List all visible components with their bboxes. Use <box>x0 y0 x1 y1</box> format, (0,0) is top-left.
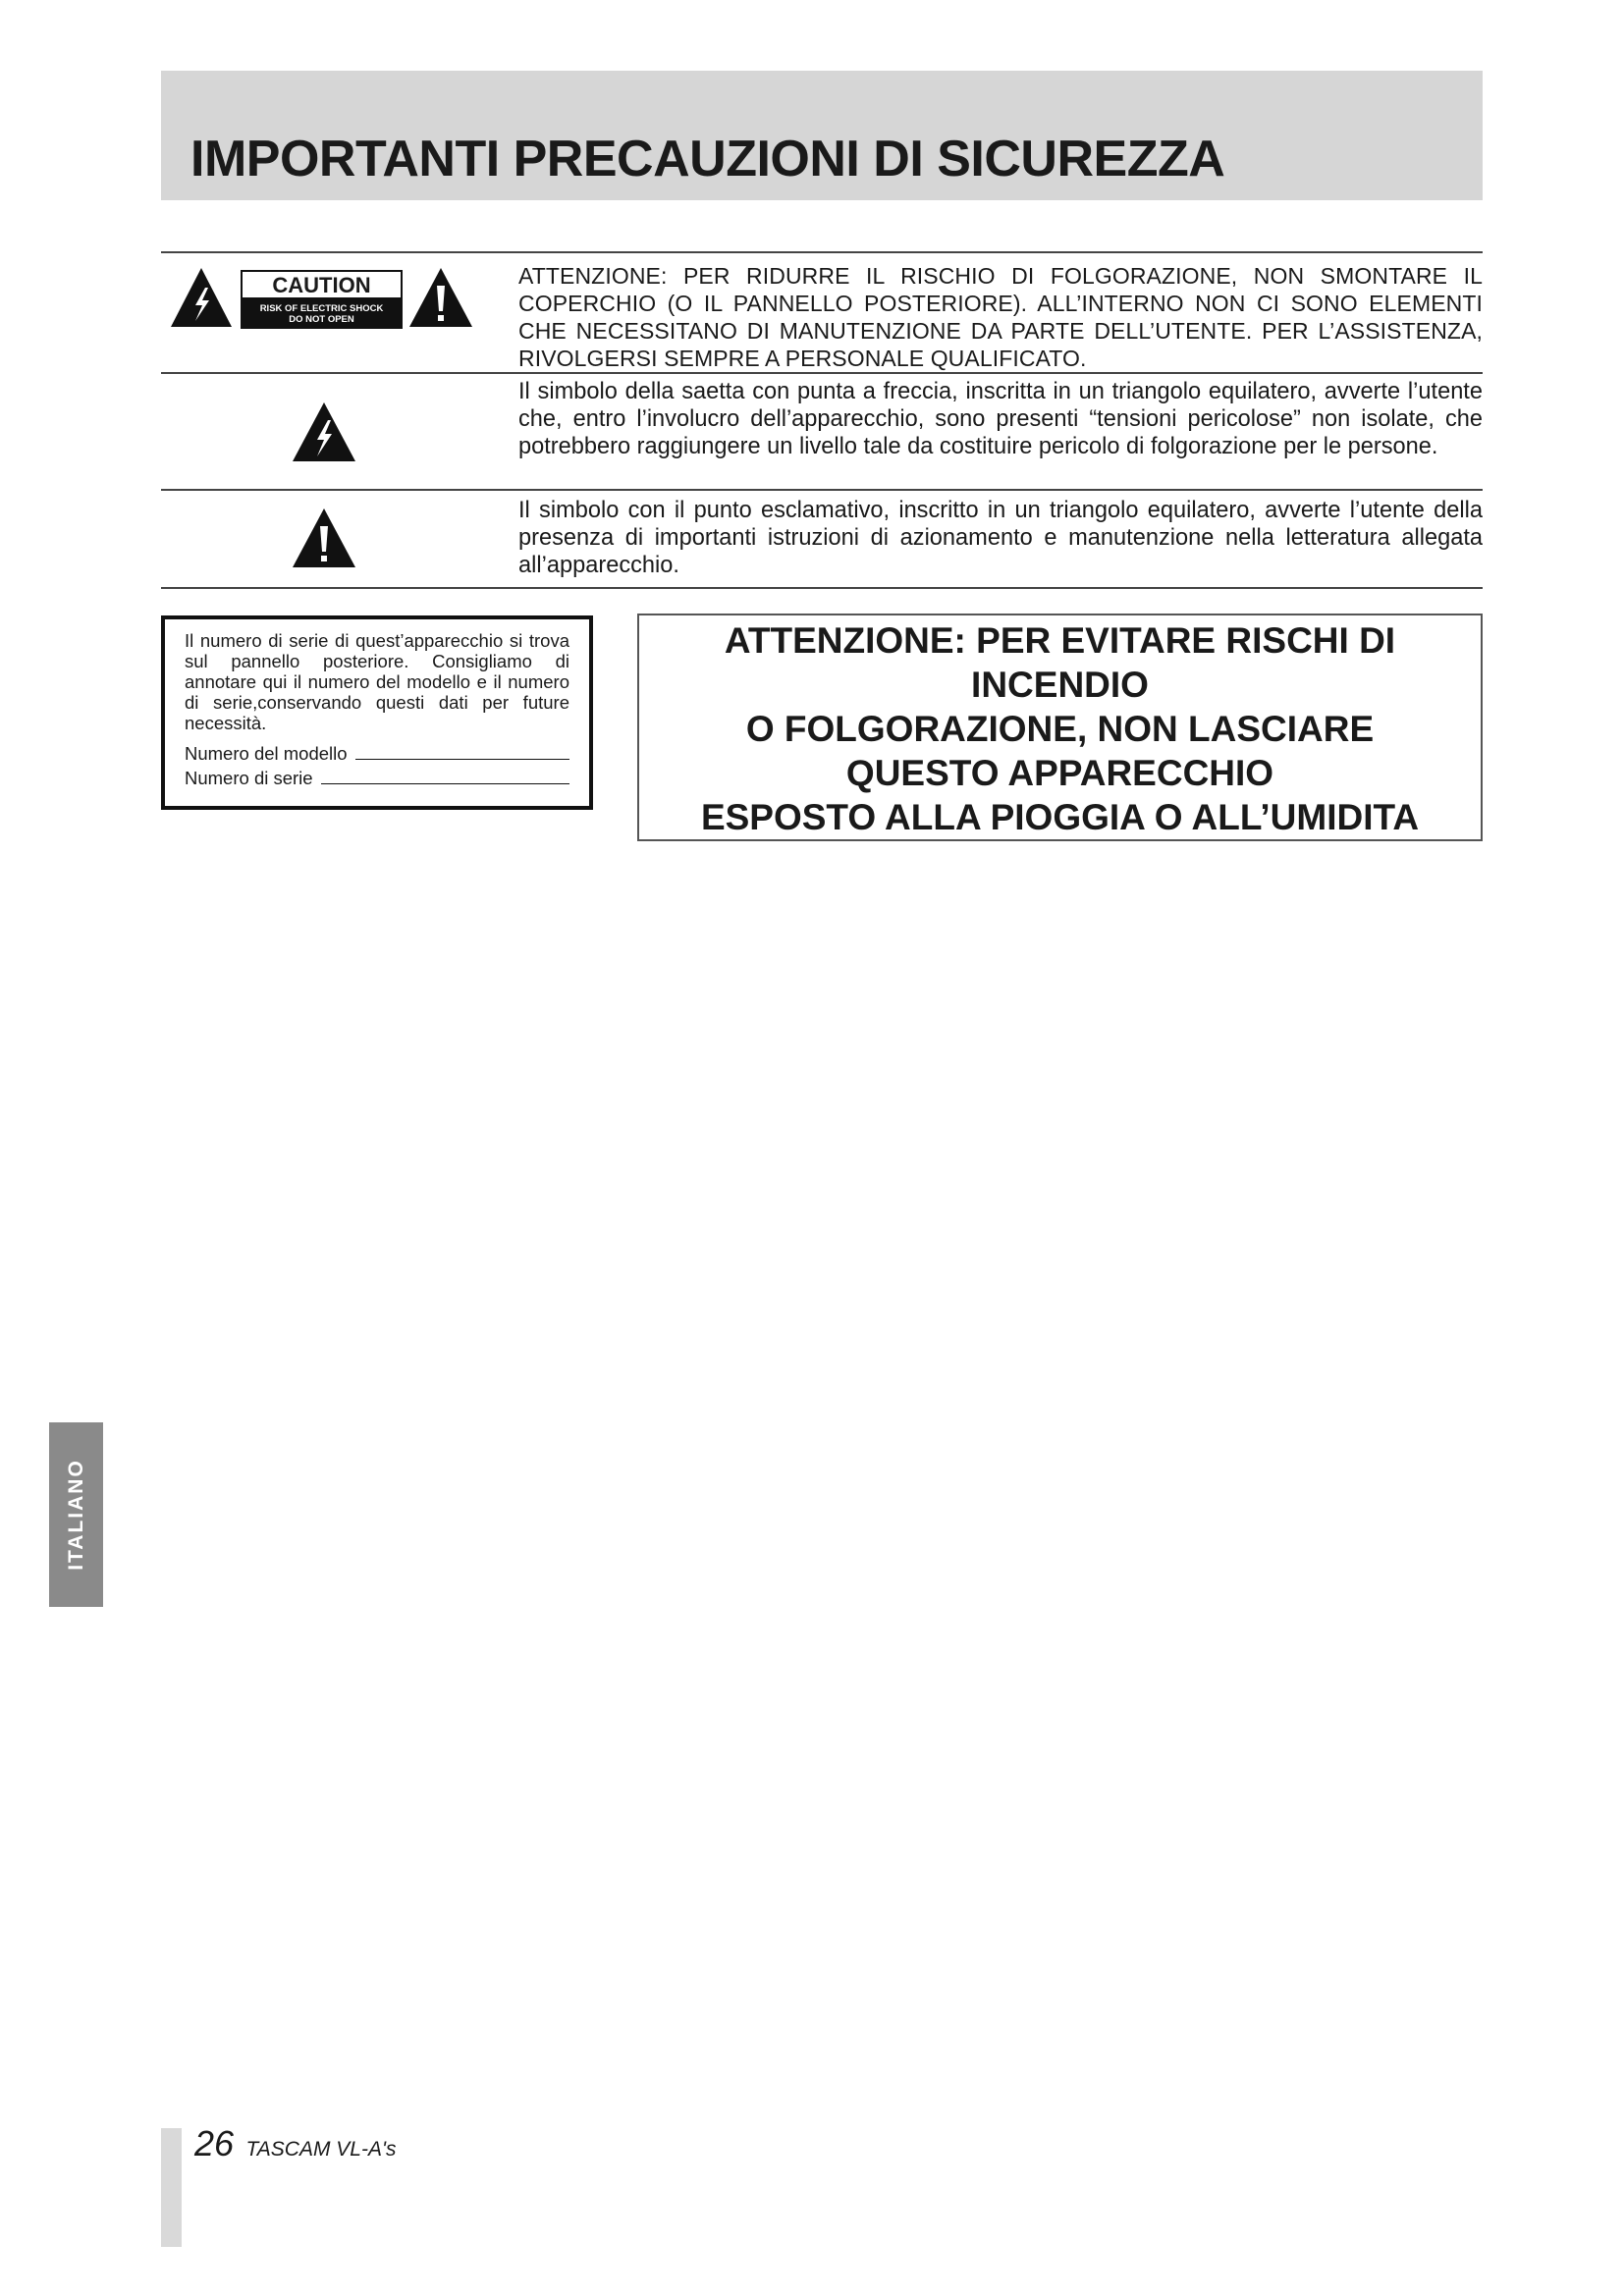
caution-label-title: CAUTION <box>241 270 403 299</box>
rain-moisture-warning <box>637 614 1483 841</box>
divider <box>161 251 1483 253</box>
serial-number-line <box>321 783 569 784</box>
caution-statement: ATTENZIONE: PER RIDURRE IL RISCHIO DI FOLGORAZIONE, NON SMONTARE IL COPERCHIO (O IL PANNELLO POSTERIORE). ALL’INTERNO NON CI SONO ELEMENTI CHE NECESSITANO DI MANUTENZIONE DA PARTE DELL’UTENTE. PER L’ASSISTENZA, RIVOLGERSI SEMPRE A PERSONALE QUALIFICATO. <box>518 263 1483 371</box>
warning-line: INCENDIO <box>971 665 1149 705</box>
lightning-triangle-icon <box>291 400 357 463</box>
language-tab <box>49 1422 103 1607</box>
page-title: IMPORTANTI PRECAUZIONI DI SICUREZZA <box>190 131 1225 187</box>
model-number-field <box>185 743 569 764</box>
footer <box>194 2123 396 2164</box>
title-band <box>161 71 1483 200</box>
caution-label-line: RISK OF ELECTRIC SHOCK <box>259 303 384 314</box>
serial-number-box <box>161 615 593 810</box>
warning-line: QUESTO APPARECCHIO <box>845 753 1274 793</box>
warning-line: O FOLGORAZIONE, NON LASCIARE <box>745 709 1375 749</box>
model-number-label: Numero del modello <box>185 743 348 764</box>
lightning-symbol-description: Il simbolo della saetta con punta a freccia, inscritta in un triangolo equilatero, avverte l’utente che, entro l’involucro dell’apparecchio, sono presenti “tensioni pericolose” non isolate, che potrebbero raggiungere un livello tale da costituire pericolo di folgorazione per le persone. <box>518 379 1483 459</box>
caution-label-line: DO NOT OPEN <box>289 314 354 325</box>
divider <box>161 587 1483 589</box>
serial-number-label: Numero di serie <box>185 768 313 788</box>
exclamation-triangle-icon <box>291 507 357 569</box>
model-number-line <box>355 759 569 760</box>
caution-label-warning <box>241 299 403 329</box>
divider <box>161 489 1483 491</box>
lightning-triangle-icon <box>169 266 234 329</box>
page-number: 26 <box>194 2123 235 2163</box>
warning-line: ESPOSTO ALLA PIOGGIA O ALL’UMIDITA <box>700 797 1420 837</box>
caution-label <box>241 270 403 329</box>
serial-number-note: Il numero di serie di quest’apparecchio si trova sul pannello posteriore. Consigliamo di annotare qui il numero del modello e il numero di serie,conservando questi dati per future necessità. <box>185 630 569 733</box>
exclamation-symbol-description: Il simbolo con il punto esclamativo, inscritto in un triangolo equilatero, avverte l’utente della presenza di importanti istruzioni di azionamento e manutenzione nella letteratura allegata all’apparecchio. <box>518 498 1483 578</box>
document-name: TASCAM VL-A's <box>245 2138 397 2161</box>
footer-bar <box>161 2128 182 2247</box>
serial-number-field <box>185 768 569 788</box>
language-tab-label: ITALIANO <box>64 1459 87 1571</box>
divider <box>161 372 1483 374</box>
warning-line: ATTENZIONE: PER EVITARE RISCHI DI <box>724 620 1396 661</box>
exclamation-triangle-icon <box>407 266 474 329</box>
